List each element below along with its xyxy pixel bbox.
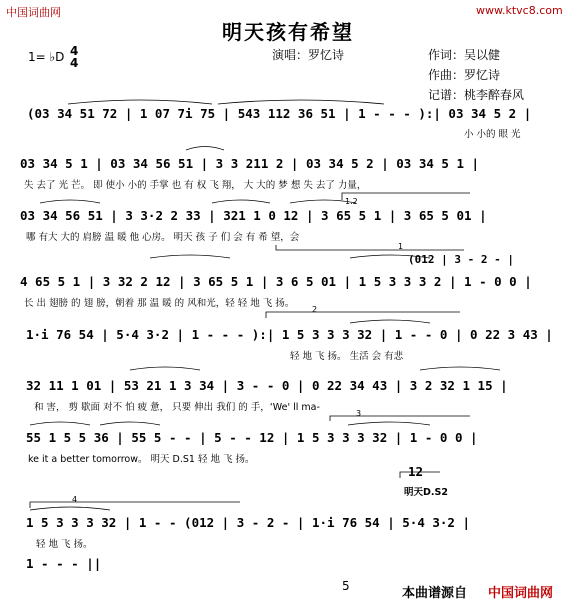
score-line-7: 55 1 5 5 36 | 55 5 - - | 5 - - 12 | 1 5 3 3 3 32 | 1 - 0 0 | [26,430,478,445]
score-line-5: 1·i 76 54 | 5·4 3·2 | 1 - - - ):| 1 5 3 3 3 32 | 1 - - 0 | 0 22 3 43 | [26,327,553,342]
score-line-4: 4 65 5 1 | 3 32 2 12 | 3 65 5 1 | 3 6 5 01 | 1 5 3 3 3 2 | 1 - 0 0 | [20,274,532,289]
footer-source: 本曲谱源自 [402,586,468,601]
volta-2: 2 [312,305,318,314]
time-signature-bottom: 4 [70,56,79,70]
score-line-9: 1 - - - || [26,556,102,571]
lyric-line-1: 小 小的 眼 光 [464,129,521,140]
volta-1-2: 1.2 [345,197,358,206]
page-number: 5 [342,579,350,593]
page-title: 明天孩有希望 [222,20,354,44]
footer-site: 中国词曲网 [488,586,554,601]
singer: 演唱：罗忆诗 [272,48,345,62]
lyric-line-2: 失 去了 光 芒。 即 使小 小的 手掌 也 有 权 飞 翔， 大 大的 梦 想 失 去了 力量， [24,180,367,191]
score-line-8: 1 5 3 3 3 32 | 1 - - (012 | 3 - 2 - | 1·i 76 54 | 5·4 3·2 | [26,515,471,530]
lyric-line-3: 哪 有大 大的 肩膀 温 暖 他 心房。 明天 孩 子 们 会 有 希 望，会 [26,232,300,243]
volta-4: 4 [72,495,78,504]
watermark-right: www.ktvc8.com [476,4,563,17]
lyricist: 作词：吴以健 [428,48,501,62]
lyric-line-6: 和 害， 剪 歇面 对不 怕 疲 惫， 只要 伸出 我们 的 手，‘We' ll ma- [34,402,320,413]
score-line-1: (03 34 51 72 | 1 07 7i 75 | 543 112 36 51 | 1 - - - ):| 03 34 5 2 | [27,106,532,121]
lyric-line-7: ke it a better tomorrow。 明天 D.S1 轻 地 飞 扬。 [28,454,255,465]
score-extra-notes: (012 | 3 - 2 - | [408,253,514,266]
lyric-line-4: 长 出 翅膀 的 翅 膀，朝着 那 温 暖 的 风和光，轻 轻 地 飞 扬。 [24,298,295,309]
score-line-3: 03 34 56 51 | 3 3·2 2 33 | 321 1 0 12 | 3 65 5 1 | 3 65 5 01 | [20,208,487,223]
volta-1: 1 [398,242,404,251]
lyric-line-5: 轻 地 飞 扬。 生活 会 有悲 [290,351,404,362]
lyric-line-8: 轻 地 飞 扬。 [36,539,93,550]
score-line-6: 32 11 1 01 | 53 21 1 3 34 | 3 - - 0 | 0 22 34 43 | 3 2 32 1 15 | [26,378,508,393]
composer: 作曲：罗忆诗 [428,68,501,82]
time-signature-top: 4 [70,44,79,58]
volta-3: 3 [356,409,362,418]
score-line-2: 03 34 5 1 | 03 34 56 51 | 3 3 211 2 | 03 34 5 2 | 03 34 5 1 | [20,156,480,171]
watermark-left: 中国词曲网 [6,6,61,19]
key-signature: 1= ♭D [28,50,65,64]
coda-notes: 12 [408,464,424,479]
coda-label: 明天D.S2 [404,487,448,498]
transcriber: 记谱：桃李醉春风 [428,88,525,102]
